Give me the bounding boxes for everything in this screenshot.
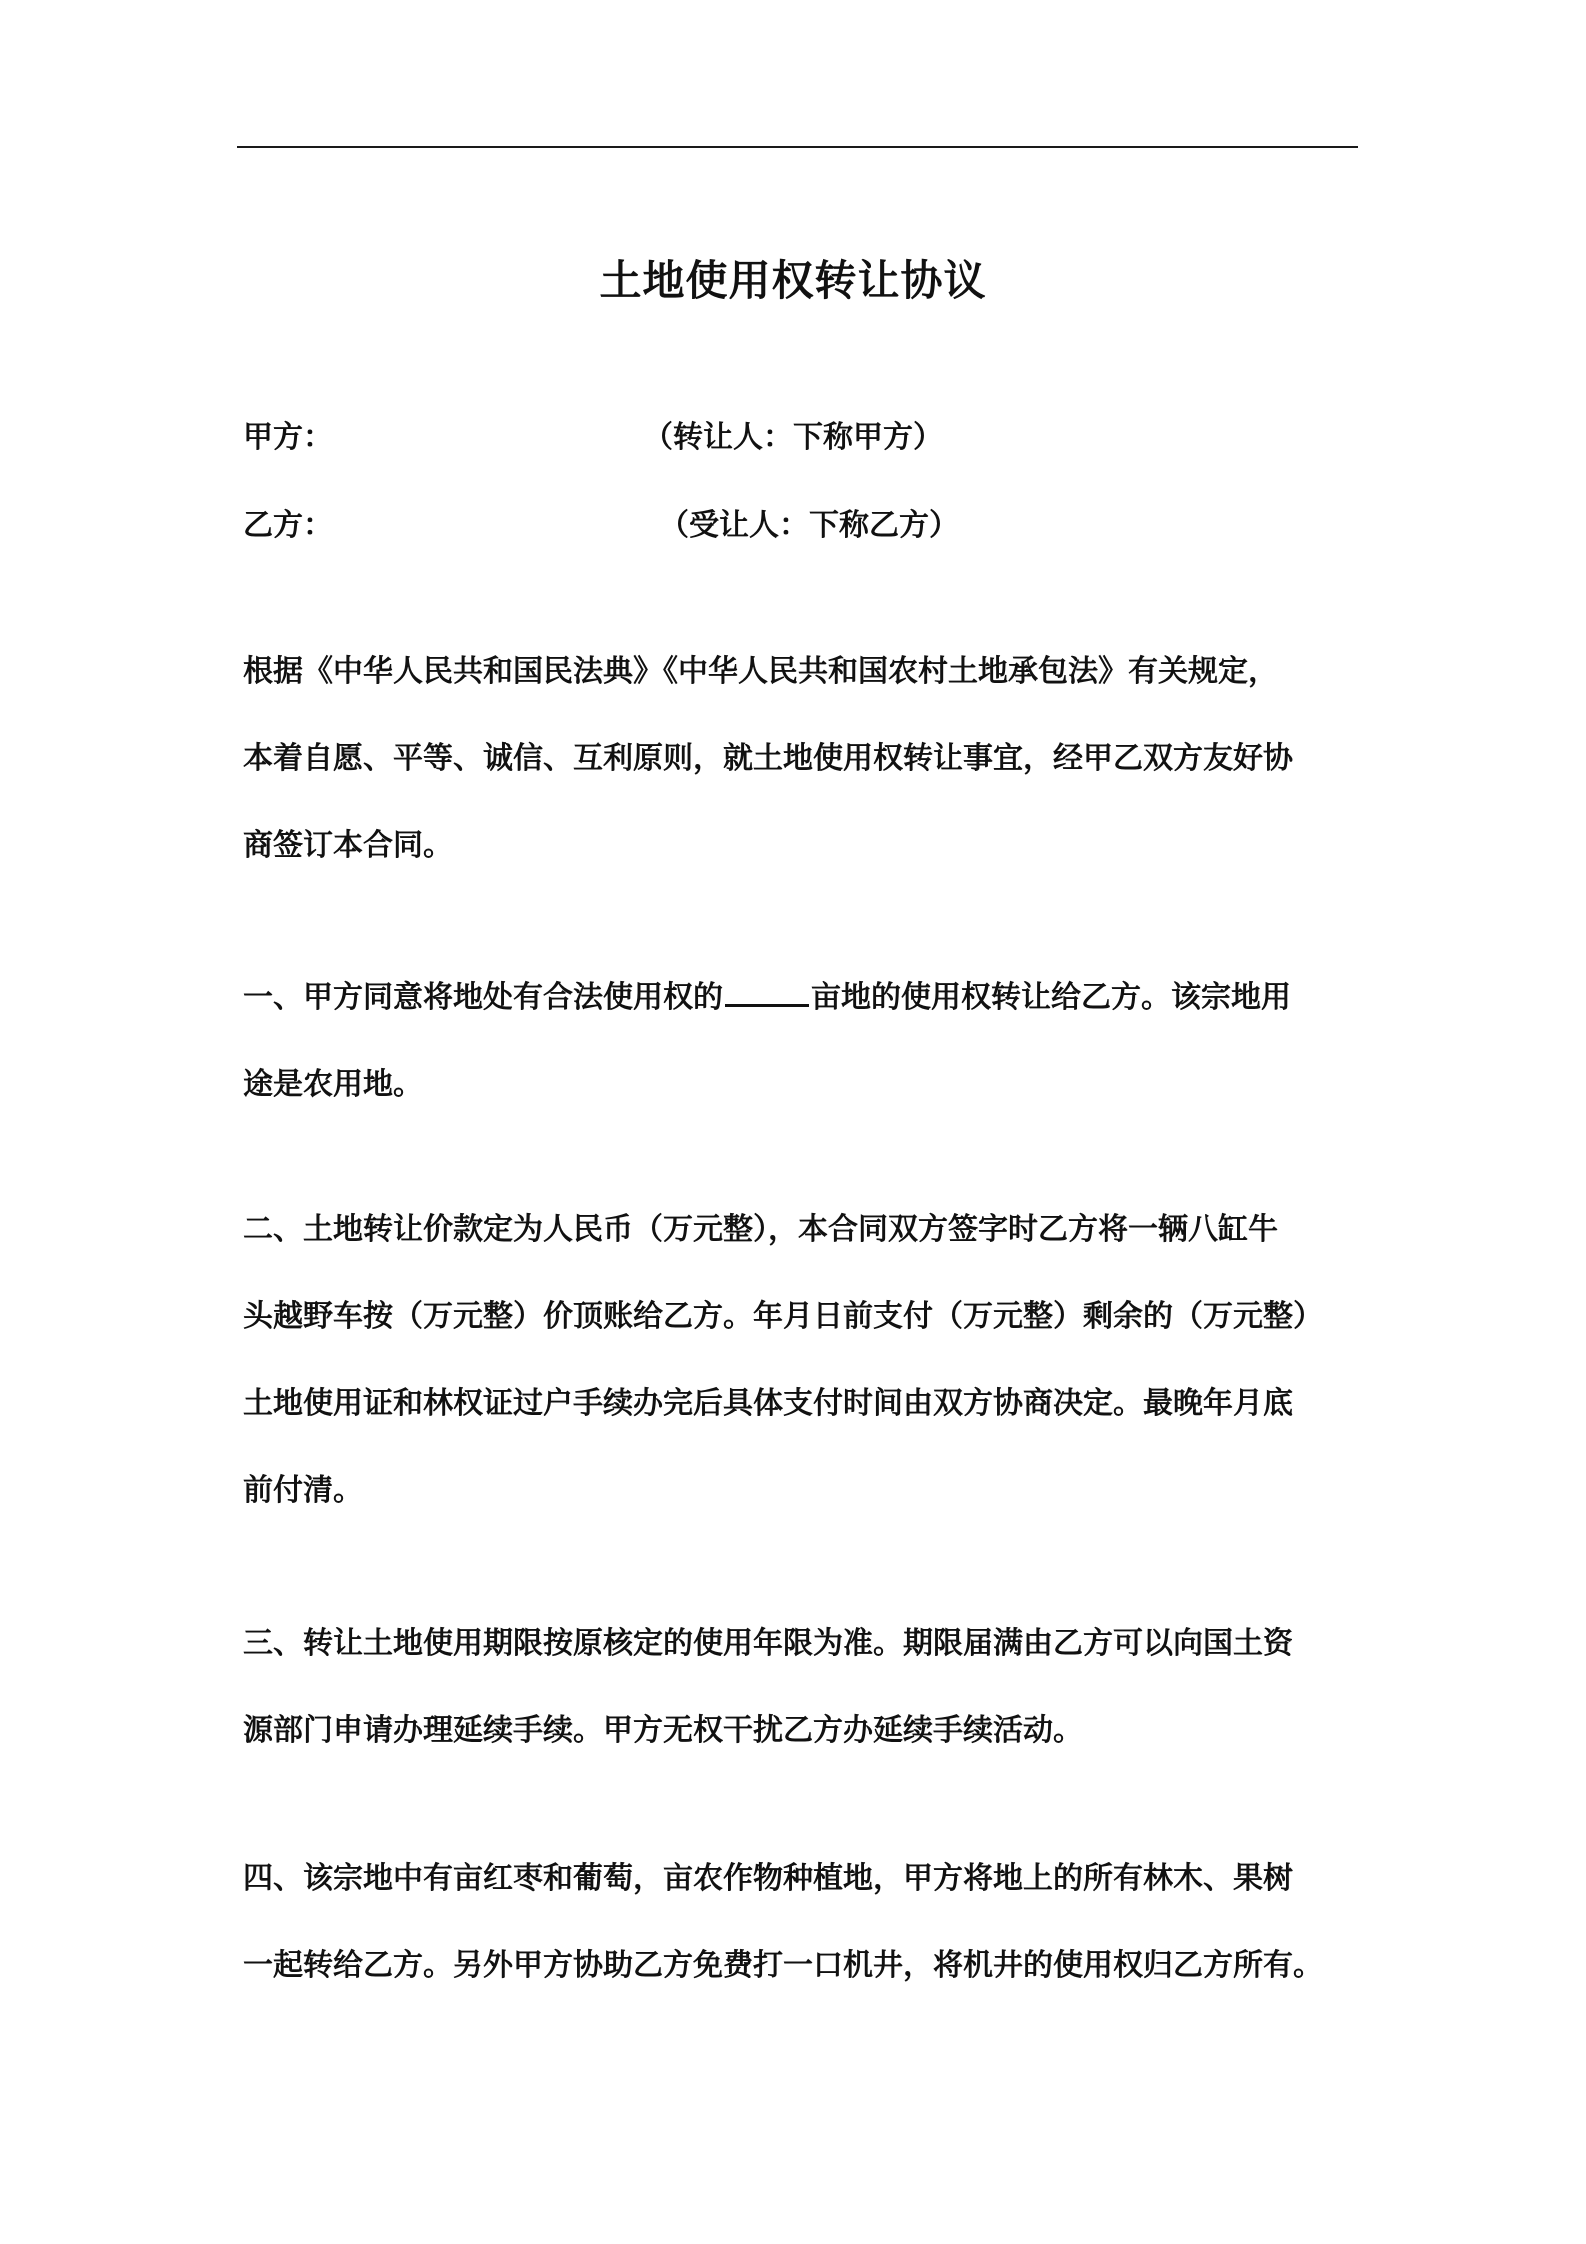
document-title: 土地使用权转让协议: [599, 256, 987, 305]
party-b-label: 乙方：: [243, 508, 333, 543]
clause-2-paragraph: [243, 1186, 1355, 1534]
preamble-paragraph: [243, 628, 1355, 889]
clause-2-line: 前付清。: [243, 1473, 363, 1508]
clause-4-line: 一起转给乙方。另外甲方协助乙方免费打一口机井，将机井的使用权归乙方所有。: [243, 1948, 1323, 1983]
header-rule: [237, 146, 1358, 148]
clause-3-line: 源部门申请办理延续手续。甲方无权干扰乙方办延续手续活动。: [243, 1713, 1083, 1748]
clause-3-line: 三、转让土地使用期限按原核定的使用年限为准。期限届满由乙方可以向国土资: [243, 1626, 1293, 1661]
preamble-line: 商签订本合同。: [243, 828, 453, 863]
party-a-label: 甲方：: [243, 420, 333, 455]
clause-1-paragraph: [243, 954, 1355, 1128]
party-b-note: （受让人：下称乙方）: [659, 508, 959, 543]
party-a-line: [243, 412, 943, 456]
clause-2-line: 二、土地转让价款定为人民币（万元整），本合同双方签字时乙方将一辆八缸牛: [243, 1212, 1278, 1247]
clause-4-line: 四、该宗地中有亩红枣和葡萄，亩农作物种植地，甲方将地上的所有林木、果树: [243, 1861, 1293, 1896]
clause-4-paragraph: [243, 1835, 1355, 2009]
party-a-note: （转让人：下称甲方）: [643, 420, 943, 455]
clause-1-line: 途是农用地。: [243, 1067, 423, 1102]
preamble-line: 本着自愿、平等、诚信、互利原则，就土地使用权转让事宜，经甲乙双方友好协: [243, 741, 1293, 776]
clause-2-line: 头越野车按（万元整）价顶账给乙方。年月日前支付（万元整）剩余的（万元整）: [243, 1299, 1323, 1334]
clause-3-paragraph: [243, 1600, 1355, 1774]
clause-1-line: [243, 954, 1355, 1041]
clause-2-line: 土地使用证和林权证过户手续办完后具体支付时间由双方协商决定。最晚年月底: [243, 1386, 1293, 1421]
preamble-line: 根据《中华人民共和国民法典》《中华人民共和国农村土地承包法》有关规定，: [243, 654, 1278, 689]
acreage-blank: [725, 982, 809, 1007]
clause-1-text-before-blank: 一、甲方同意将地处有合法使用权的: [243, 980, 723, 1015]
clause-1-text-after-blank: 亩地的使用权转让给乙方。该宗地用: [811, 980, 1291, 1015]
party-b-line: [243, 500, 959, 544]
